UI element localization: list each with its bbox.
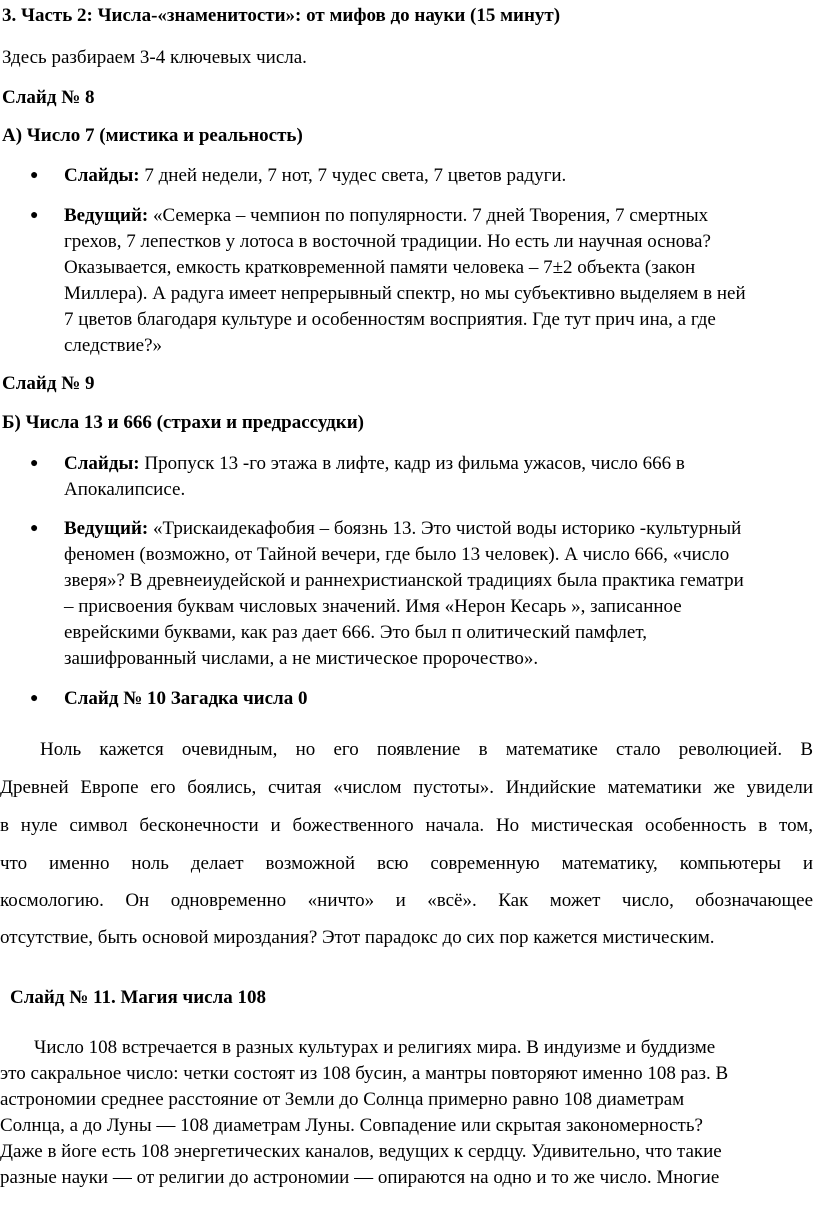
slide9-host-line: зверя»? В древнеиудейской и раннехристианской традициях была практика гематри: [64, 570, 744, 591]
slide9-host-line: еврейскими буквами, как раз дает 666. Это был п олитический памфлет,: [64, 622, 647, 643]
paragraph-line: Солнца, а до Луны — 108 диаметрам Луны. Совпадение или скрытая закономерность?: [0, 1115, 703, 1136]
slide8-host-line: Миллера). А радуга имеет непрерывный спектр, но мы субъективно выделяем в ней: [64, 283, 746, 304]
slide8-host-line: Ведущий: «Семерка – чемпион по популярности. 7 дней Творения, 7 смертных: [64, 205, 709, 226]
slide8-host-line: 7 цветов благодаря культуре и особенностям восприятия. Где тут прич ина, а где: [64, 309, 716, 330]
bullet-icon: ●: [30, 456, 39, 471]
slide8-subtitle: А) Число 7 (мистика и реальность): [2, 125, 303, 146]
paragraph-line: это сакральное число: четки состоят из 108 бусин, а мантры повторяют именно 108 раз. В: [0, 1063, 729, 1084]
slide10-title: Слайд № 10 Загадка числа 0: [64, 688, 308, 709]
paragraph-line: в нуле символ бесконечности и божественного начала. Но мистическая особенность в том,: [0, 815, 813, 836]
slide9-title: Слайд № 9: [2, 373, 95, 394]
slides-text: 7 дней недели, 7 нот, 7 чудес света, 7 цветов радуги.: [139, 165, 567, 186]
slide9-host-line: феномен (возможно, от Тайной вечери, где было 13 человек). А число 666, «число: [64, 544, 730, 565]
bullet-icon: ●: [30, 691, 39, 706]
paragraph-line: Число 108 встречается в разных культурах и религиях мира. В индуизме и буддизме: [34, 1037, 716, 1058]
slides-label: Слайды:: [64, 165, 140, 186]
paragraph-line: отсутствие, быть основой мироздания? Этот парадокс до сих пор кажется мистическим.: [0, 927, 715, 948]
paragraph-line: разные науки — от религии до астрономии — опираются на одно и то же число. Многие: [0, 1167, 720, 1188]
part-heading: 3. Часть 2: Числа-«знаменитости»: от мифов до науки (15 минут): [2, 5, 561, 26]
slide9-host-line: – присвоения буквам числовых значений. Имя «Нерон Кесарь », записанное: [64, 596, 682, 617]
slide9-host-line: зашифрованный числами, а не мистическое пророчество».: [64, 648, 539, 669]
bullet-icon: ●: [30, 208, 39, 223]
paragraph-line: Древней Европе его боялись, считая «числом пустоты». Индийские математики же увидели: [0, 777, 813, 798]
slide9-subtitle: Б) Числа 13 и 666 (страхи и предрассудки): [2, 412, 364, 433]
paragraph-line: что именно ноль делает возможной всю современную математику, компьютеры и: [0, 853, 813, 874]
slide8-host-line: грехов, 7 лепестков у лотоса в восточной традиции. Но есть ли научная основа?: [64, 231, 711, 252]
slide9-slides-line: Слайды: Пропуск 13 -го этажа в лифте, кадр из фильма ужасов, число 666 в: [64, 453, 685, 474]
slide8-slides-item: [64, 164, 566, 188]
bullet-icon: ●: [30, 521, 39, 536]
host-label: Ведущий:: [64, 205, 149, 226]
host-label: Ведущий:: [64, 518, 149, 539]
slides-label: Слайды:: [64, 453, 140, 474]
slide8-title: Слайд № 8: [2, 87, 95, 108]
slide9-slides-line: Апокалипсисе.: [64, 479, 186, 500]
paragraph-line: космологию. Он одновременно «ничто» и «всё». Как может число, обозначающее: [0, 890, 813, 911]
slide11-title: Слайд № 11. Магия числа 108: [10, 987, 267, 1008]
intro-text: Здесь разбираем 3-4 ключевых числа.: [2, 47, 307, 68]
bullet-icon: ●: [30, 168, 39, 183]
paragraph-line: астрономии среднее расстояние от Земли до Солнца примерно равно 108 диаметрам: [0, 1089, 685, 1110]
slide8-host-line: Оказывается, емкость кратковременной памяти человека – 7±2 объекта (закон: [64, 257, 696, 278]
paragraph-line: Ноль кажется очевидным, но его появление в математике стало революцией. В: [40, 739, 813, 760]
slide8-host-line: следствие?»: [64, 335, 163, 356]
slide9-host-line: Ведущий: «Трискаидекафобия – боязнь 13. Это чистой воды историко -культурный: [64, 518, 742, 539]
paragraph-line: Даже в йоге есть 108 энергетических каналов, ведущих к сердцу. Удивительно, что такие: [0, 1141, 722, 1162]
